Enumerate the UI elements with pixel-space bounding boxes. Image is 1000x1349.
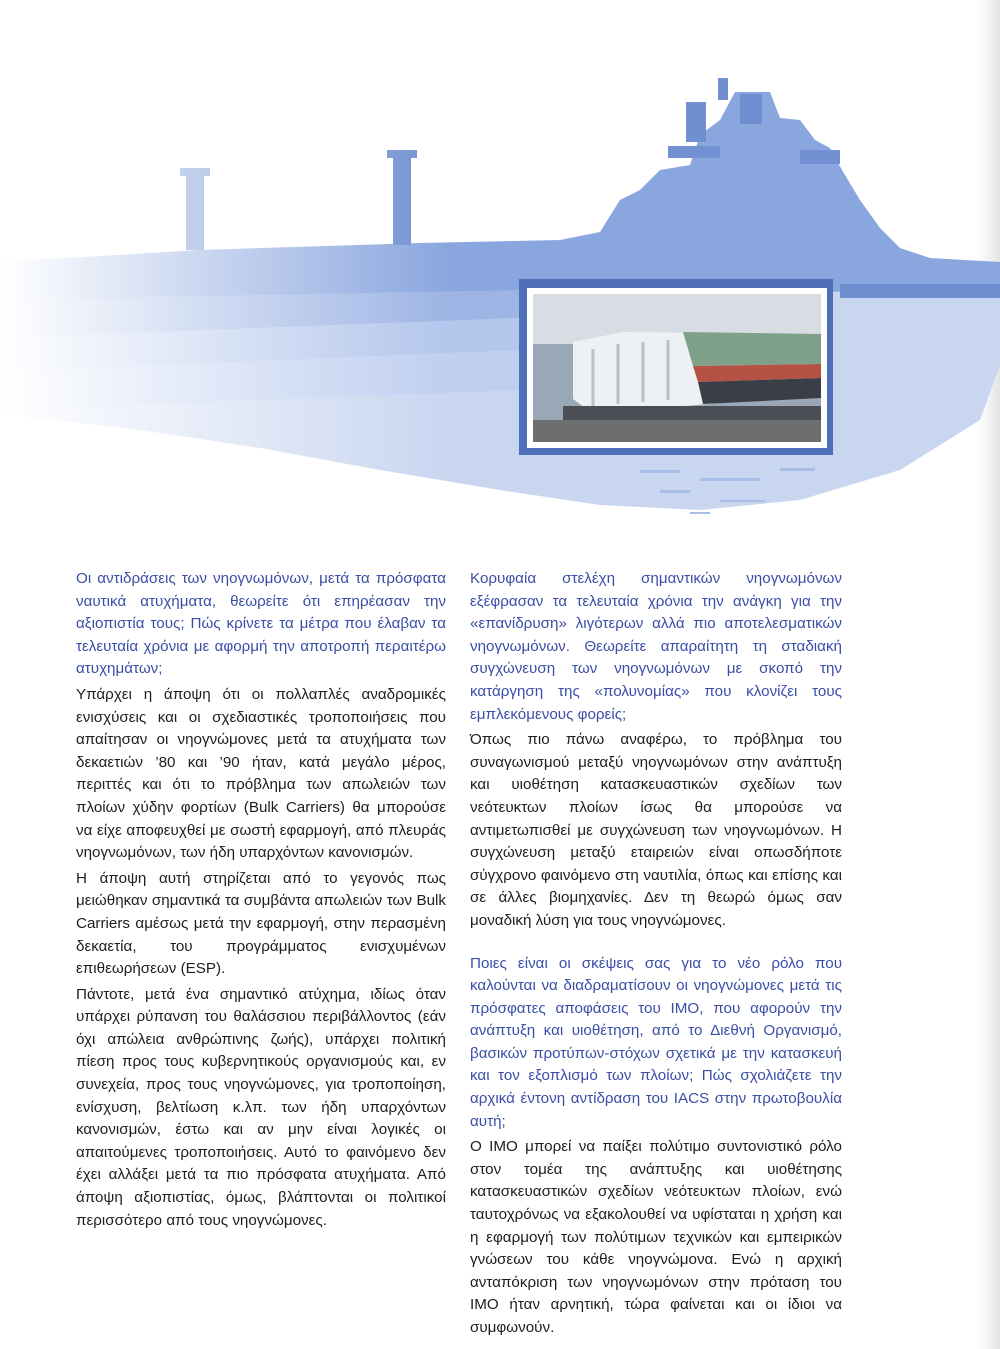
interview-question: Κορυφαία στελέχη σημαντικών νηογνωμόνων εξέφρασαν τα τελευταία χρόνια την ανάγκη για την «επανίδρυση» λιγότερων αλλά πιο αποτελεσματικών νηογνωμόνων. Θεωρείτε απαραίτητη τη σταδιακή συγχώνευση των νηογνωμόνων με σκοπό την κατάργηση της «πολυνομίας» που κλονίζει τους εμπλεκόμενους φορείς; (470, 570, 842, 723)
interview-question: Ποιες είναι οι σκέψεις σας για το νέο ρόλο που καλούνται να διαδραματίσουν οι νηογνώμονες μετά τις πρόσφατες αποφάσεις του IMO, που αφορούν την ανάπτυξη και υιοθέτηση, από το Διεθνή Οργανισμό, βασικών προτύπων-στόχων σχετικά με την κατασκευή και τον εξοπλισμό των πλοίων; Πώς σχολιάζετε την αρχικά έντονη αντίδραση του IACS στην πρωτοβουλία αυτή; (470, 954, 842, 1130)
article-column-right (470, 568, 842, 1343)
interview-question: Οι αντιδράσεις των νηογνωμόνων, μετά τα πρόσφατα ναυτικά ατυχήματα, θεωρείτε ότι επηρέασαν την αξιοπιστία τους; Πώς κρίνετε τα μέτρα που έλαβαν τα τελευταία χρόνια με αφορμή την αποτροπή περαιτέρω ατυχημάτων; (76, 570, 446, 678)
interview-answer: Ο IMO μπορεί να παίξει πολύτιμο συντονιστικό ρόλο στον τομέα της ανάπτυξης και υιοθέτησης κατασκευαστικών σχεδίων νεότευκτων πλοίων, ενώ ταυτοχρόνως να εξακολουθεί να υφίσταται η χρήση και η εφαρμογή των πολύτιμων τεχνικών και εμπειρικών γνώσεων του κάθε νηογνώμονα. Ενώ η αρχική ανταπόκριση των νηογνωμόνων στην πρόταση του IMO ήταν αρνητική, τώρα φαίνεται και οι ίδιοι να συμφωνούν. (470, 1138, 842, 1336)
shipyard-photo (527, 288, 827, 448)
ship-silhouette-illustration (0, 0, 1000, 540)
article-column-left (76, 568, 446, 1235)
interview-answer: Η άποψη αυτή στηρίζεται από το γεγονός πως μειώθηκαν σημαντικά τα συμβάντα απωλειών των Bulk Carriers αμέσως μετά την εφαρμογή, στην περασμένη δεκαετία, του προγράμματος ενισχυμένων επιθεωρήσεων (ESP). (76, 869, 446, 978)
interview-answer: Όπως πιο πάνω αναφέρω, το πρόβλημα του συναγωνισμού μεταξύ νηογνωμόνων στην ανάπτυξη και υιοθέτηση κατασκευαστικών σχεδίων των νεότευκτων πλοίων ίσως θα μπορούσε να αντιμετωπισθεί με συγχώνευση των νηογνωμόνων. Η συγχώνευση μεταξύ εταιρειών είναι οπωσδήποτε σύγχρονο φαινόμενο στη ναυτιλία, όπως και επίσης και σε άλλες βιομηχανίες. Δεν τη θεωρώ όμως σαν μοναδική λύση για τους νηογνώμονες. (470, 731, 842, 929)
header-illustration (0, 0, 1000, 540)
interview-answer: Υπάρχει η άποψη ότι οι πολλαπλές αναδρομικές ενισχύσεις και οι σχεδιαστικές τροποποιήσεις που απαίτησαν οι νηογνώμονες μετά τα ατυχήματα των δεκαετιών ’80 και ’90 ήταν, κατά μεγάλο μέρος, περιττές και ότι το πρόβλημα των απωλειών των πλοίων χύδην φορτίων (Bulk Carriers) θα μπορούσε να είχε αποφευχθεί με σωστή εφαρμογή, από πλευράς νηογνωμόνων, των ήδη υπαρχόντων κανονισμών. (76, 685, 446, 862)
interview-answer: Πάντοτε, μετά ένα σημαντικό ατύχημα, ιδίως όταν υπάρχει ρύπανση του θαλάσσιου περιβάλλοντος (εάν όχι απώλεια ανθρώπινης ζωής), υπάρχει πολιτική πίεση προς τους κυβερνητικούς οργανισμούς και, εν συνεχεία, προς τους νηογνώμονες, για τροποποίηση, ενίσχυση, βελτίωση κ.λπ. των ήδη υπαρχόντων κανονισμών, έστω και αν μην είναι λογικές οι απαιτούμενες τροποποιήσεις. Αυτό το φαινόμενο δεν έχει αλλάξει μετά τα πιο πρόσφατα ατυχήματα. Από άποψη αξιοπιστίας, όμως, βλάπτονται οι πολιτικοί περισσότερο από τους νηογνώμονες. (76, 985, 446, 1229)
